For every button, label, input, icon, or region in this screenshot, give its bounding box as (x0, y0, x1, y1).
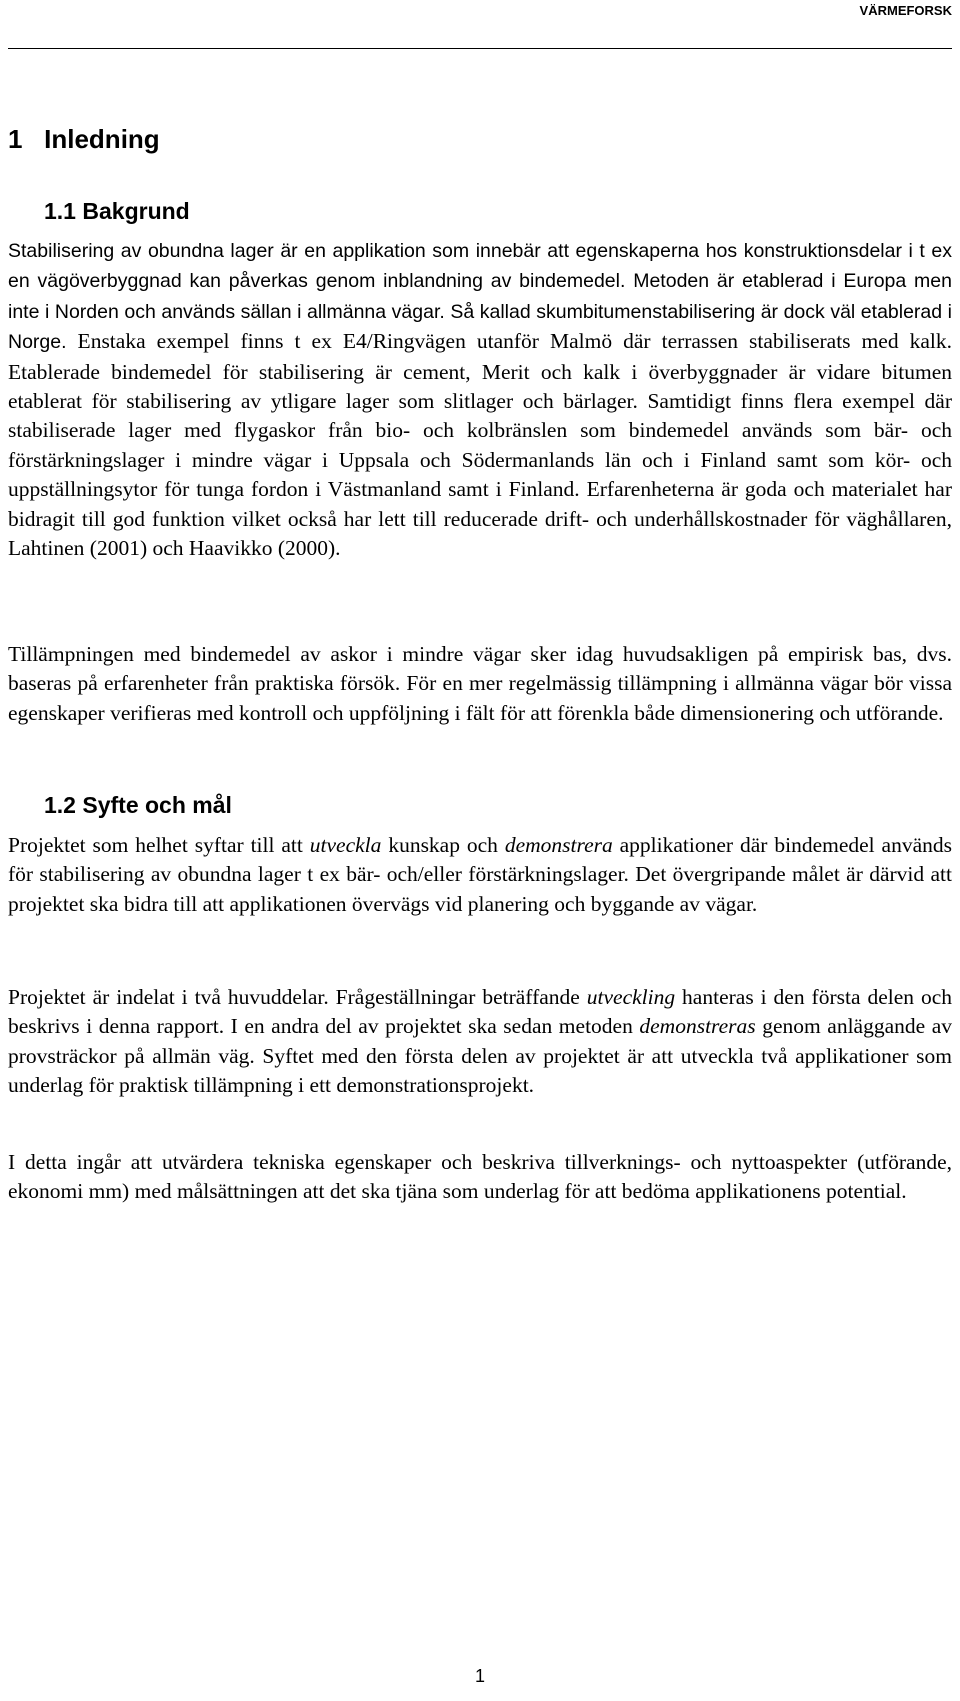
section-number: 1.1 (44, 198, 76, 224)
paragraph-segment: kunskap och (381, 833, 505, 857)
header-brand: VÄRMEFORSK (859, 3, 952, 18)
section-number: 1.2 (44, 792, 76, 818)
page-number: 1 (474, 1666, 485, 1686)
paragraph-background-2: Tillämpningen med bindemedel av askor i mindre vägar sker idag huvudsakligen på empirisk bas, dvs. baseras på erfarenheter från praktiska försök. För en mer regelmässig tillämpning i allmänna vägar bör vissa egenskaper verifieras med kontroll och uppföljning i fält för att förenkla både dimensionering och utförande. (8, 642, 952, 725)
emphasis: demonstrera (504, 833, 613, 857)
paragraph-segment: hanteras i den första delen och beskrivs i denna rapport. I en andra del av projektet ska sedan metoden (8, 985, 952, 1039)
section-title: Bakgrund (82, 198, 190, 224)
paragraph-purpose-3: I detta ingår att utvärdera tekniska egenskaper och beskriva tillverknings- och nyttoaspekter (utförande, ekonomi mm) med målsättningen att det ska tjäna som underlag för att bedöma applikationens potential. (8, 1150, 952, 1204)
chapter-heading (8, 124, 160, 155)
emphasis: utveckla (309, 833, 382, 857)
emphasis: utveckling (586, 985, 676, 1009)
header-divider (8, 48, 952, 49)
section-heading-syfte (44, 792, 232, 819)
paragraph-segment: Enstaka exempel finns t ex E4/Ringvägen utanför Malmö där terrassen stabiliserats med kalk. Etablerade bindemedel för stabilisering är cement, Merit och kalk i överbyggnader är vidare bitumen etablerat för stabilisering av ytligare lager som slitlager och bärlager. Samtidigt finns flera exempel där stabiliserade lager med flygaskor från bio- och kolbränslen som bindemedel används som bär- och förstärkningslager i mindre vägar i Uppsala och Södermanlands län och i Finland samt som kör- och uppställningsytor för tunga fordon i Västmanland samt i Finland. Erfarenheterna är goda och materialet har bidragit till god funktion vilket också har lett till reducerade drift- och underhållskostnader för väghållaren, Lahtinen (2001) och Haavikko (2000). (8, 329, 952, 561)
paragraph-background-1 (8, 236, 952, 563)
emphasis: demonstreras (639, 1014, 756, 1039)
paragraph-segment: Projektet som helhet syftar till att (8, 833, 310, 857)
section-title: Syfte och mål (82, 792, 232, 818)
paragraph-segment: Stabilisering av obundna lager är en applikation som innebär att egenskaperna hos konstruktionsdelar i t ex en vägöverbyggnad kan påverkas genom inblandning av bindemedel. Metoden är etablerad i Europa men inte i Norden och används sällan i allmänna vägar. (8, 240, 952, 323)
section-heading-bakgrund (44, 198, 190, 225)
chapter-number: 1 (8, 124, 23, 154)
paragraph-segment: Så kallad skumbitumenstabilisering är dock väl etablerad i Norge. (8, 300, 952, 354)
paragraph-purpose-2 (8, 983, 952, 1101)
paragraph-segment: applikationer där bindemedel används för stabilisering av obundna lager t ex bär- och/eller förstärkningslager. Det övergripande målet är därvid att projektet ska bidra till att applikationen övervägs vid planering och byggande av vägar. (8, 833, 952, 916)
paragraph-purpose-1 (8, 831, 952, 919)
paragraph-segment: Projektet är indelat i två huvuddelar. Frågeställningar beträffande (8, 985, 587, 1009)
chapter-title: Inledning (44, 124, 160, 154)
paragraph-segment: genom anläggande av provsträckor på allmän väg. Syftet med den första delen av projektet är att utveckla två applikationer som underlag för praktisk tillämpning i ett demonstrationsprojekt. (8, 1014, 953, 1098)
